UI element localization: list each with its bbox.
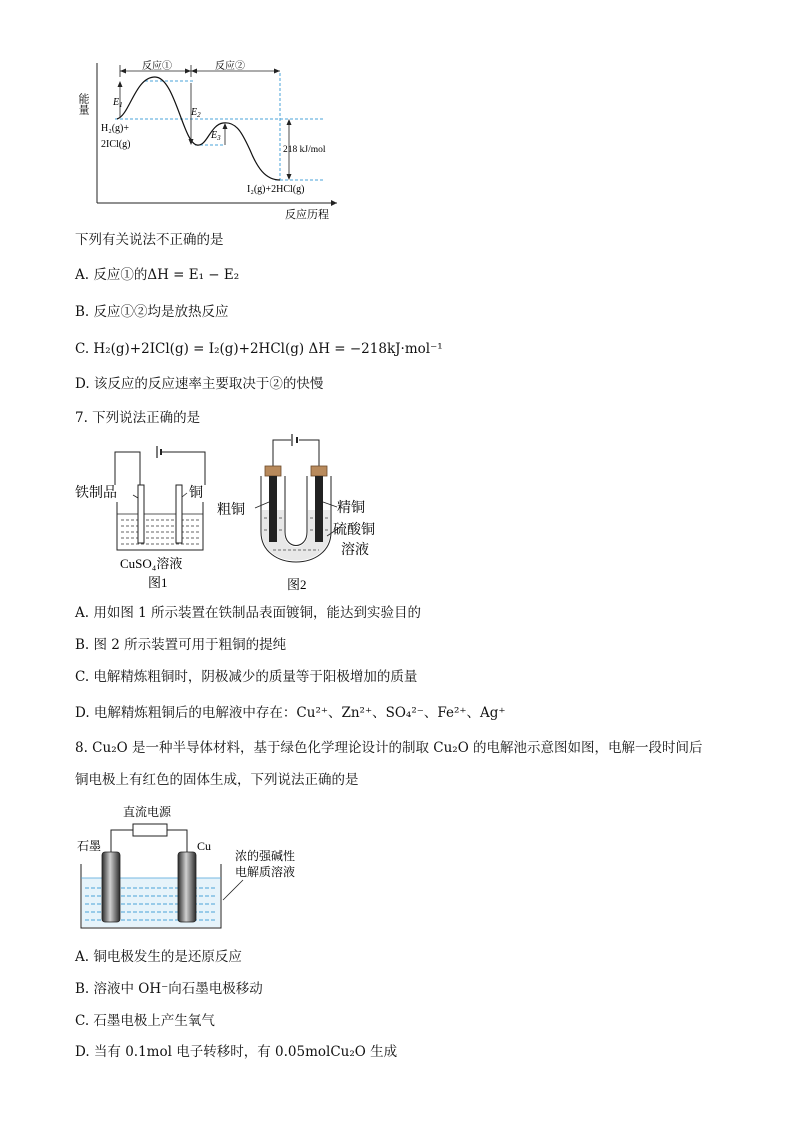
fig3-solution-label-2: 电解质溶液 bbox=[235, 865, 296, 879]
reaction1-label: 反应① bbox=[142, 61, 172, 72]
energy-curve bbox=[117, 77, 280, 180]
q8-option-a[interactable]: A. 铜电极发生的是还原反应 bbox=[75, 949, 242, 965]
fig1-iron-label: 铁制品 bbox=[75, 486, 117, 501]
svg-text:E1: $E_1$ bbox=[113, 97, 123, 109]
fig2-solution-label-1: 硫酸铜 bbox=[333, 523, 375, 538]
fig2-crude-copper-label: 粗铜 bbox=[217, 503, 245, 518]
q7-option-a[interactable]: A. 用如图 1 所示装置在铁制品表面镀铜，能达到实验目的 bbox=[75, 605, 422, 621]
fig3-power-label: 直流电源 bbox=[123, 805, 172, 819]
q6-option-a[interactable]: A. 反应①的ΔH = E₁ − E₂ bbox=[75, 267, 240, 283]
q6-option-b[interactable]: B. 反应①②均是放热反应 bbox=[75, 304, 229, 320]
e2-label: E bbox=[191, 107, 198, 118]
q6-option-d[interactable]: D. 该反应的反应速率主要取决于②的快慢 bbox=[75, 376, 324, 392]
q7-option-d[interactable]: D. 电解精炼粗铜后的电解液中存在：Cu²⁺、Zn²⁺、SO₄²⁻、Fe²⁺、Ag⁺ bbox=[75, 705, 506, 721]
q8-stem-line-2: 铜电极上有红色的固体生成，下列说法正确的是 bbox=[75, 772, 359, 788]
reactant-label-2: 2ICl(g) bbox=[101, 139, 131, 150]
svg-text:E2: $E_2$ bbox=[191, 107, 201, 119]
y-axis-label: 能量 bbox=[77, 93, 89, 115]
q6-stem: 下列有关说法不正确的是 bbox=[75, 232, 224, 248]
q8-stem-line-1: 8. Cu₂O 是一种半导体材料，基于绿色化学理论设计的制取 Cu₂O 的电解池示意图如图，电解一段时间后 bbox=[75, 740, 703, 756]
q7-stem: 7. 下列说法正确的是 bbox=[75, 410, 201, 426]
delta-h-label: 218 kJ/mol bbox=[283, 145, 326, 155]
e3-label: E bbox=[211, 130, 218, 141]
x-axis-label: 反应历程 bbox=[285, 209, 329, 221]
fig3-solution-label-1: 浓的强碱性 bbox=[235, 849, 296, 863]
e1-label: E bbox=[113, 97, 120, 108]
energy-diagram bbox=[75, 55, 345, 225]
figure-1-electroplating bbox=[75, 440, 215, 595]
fig1-solution-label: CuSO₄溶液 bbox=[120, 556, 183, 571]
q6-option-c[interactable]: C. H₂(g)+2ICl(g) = I₂(g)+2HCl(g) ΔH = −218kJ·mol⁻¹ bbox=[75, 341, 443, 357]
reactant-label-1: H₂(g)+ bbox=[101, 123, 130, 134]
fig3-cu-label: Cu bbox=[197, 839, 212, 853]
fig2-solution-label-2: 溶液 bbox=[341, 543, 369, 558]
figure-3-electrolysis-cell bbox=[75, 800, 335, 935]
fig3-graphite-label: 石墨 bbox=[77, 839, 102, 853]
q7-option-b[interactable]: B. 图 2 所示装置可用于粗铜的提纯 bbox=[75, 637, 287, 653]
fig2-caption: 图2 bbox=[287, 577, 307, 592]
svg-text:E3: $E_3$ bbox=[211, 130, 221, 142]
fig1-caption: 图1 bbox=[148, 575, 168, 590]
reaction2-label: 反应② bbox=[215, 61, 245, 72]
fig1-copper-label: 铜 bbox=[189, 486, 203, 501]
q8-option-b[interactable]: B. 溶液中 OH⁻向石墨电极移动 bbox=[75, 981, 263, 997]
q8-option-c[interactable]: C. 石墨电极上产生氧气 bbox=[75, 1013, 215, 1029]
figure-2-refining bbox=[215, 432, 395, 597]
product-label: I₂(g)+2HCl(g) bbox=[247, 184, 305, 195]
q7-option-c[interactable]: C. 电解精炼粗铜时，阴极减少的质量等于阳极增加的质量 bbox=[75, 669, 418, 685]
fig2-pure-copper-label: 精铜 bbox=[337, 501, 365, 516]
q8-option-d[interactable]: D. 当有 0.1mol 电子转移时，有 0.05molCu₂O 生成 bbox=[75, 1044, 398, 1060]
